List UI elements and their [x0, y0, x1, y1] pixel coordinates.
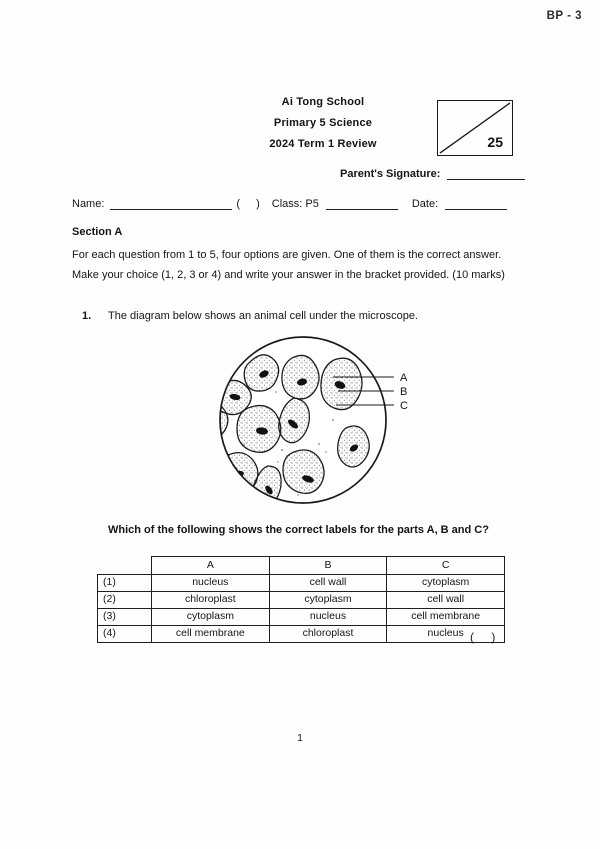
cell: [321, 358, 362, 409]
option-cell-a: cell membrane: [152, 626, 270, 643]
cell: [283, 450, 324, 493]
cell: [192, 402, 228, 440]
question-number: 1.: [82, 310, 92, 322]
marks-box: [437, 100, 513, 156]
diagram-label-c: C: [400, 400, 408, 412]
section-title: Section A: [72, 226, 123, 238]
header-cell-c: C: [387, 557, 505, 575]
date-label: Date:: [411, 198, 439, 210]
answer-bracket[interactable]: ( ): [470, 630, 503, 644]
microscope-cell-diagram: [186, 332, 436, 514]
option-number: (2): [98, 592, 152, 609]
marks-total: 25: [487, 134, 503, 150]
option-cell-a: cytoplasm: [152, 609, 270, 626]
header-cell-a: A: [152, 557, 270, 575]
parent-signature-line[interactable]: [447, 169, 525, 180]
paper-code: BP - 3: [546, 10, 582, 22]
index-bracket-close: ): [256, 198, 260, 210]
option-number: (1): [98, 575, 152, 592]
table-row[interactable]: [98, 592, 505, 609]
parent-signature-label: Parent's Signature:: [340, 168, 441, 180]
exam-name: 2024 Term 1 Review: [269, 138, 377, 150]
cell: [282, 355, 319, 399]
option-number: (4): [98, 626, 152, 643]
option-cell-a: nucleus: [152, 575, 270, 592]
option-cell-c: nucleus: [387, 626, 505, 643]
table-row[interactable]: [98, 626, 505, 643]
page-number: 1: [297, 732, 303, 744]
table-row[interactable]: [98, 609, 505, 626]
option-number: (3): [98, 609, 152, 626]
options-table: [97, 556, 505, 643]
name-input-line[interactable]: [110, 199, 232, 210]
option-cell-c: cell wall: [387, 592, 505, 609]
option-cell-b: cytoplasm: [269, 592, 387, 609]
student-info-row: [72, 198, 564, 210]
header-cell-b: B: [269, 557, 387, 575]
option-cell-b: cell wall: [269, 575, 387, 592]
cell: [218, 453, 258, 494]
diagram-label-a: A: [400, 372, 408, 384]
cell: [237, 406, 281, 453]
index-bracket-open: (: [236, 198, 241, 210]
class-input-line[interactable]: [326, 199, 398, 210]
sub-question-text: Which of the following shows the correct labels for the parts A, B and C?: [108, 524, 489, 536]
exam-header: [228, 96, 418, 159]
option-cell-b: chloroplast: [269, 626, 387, 643]
table-row[interactable]: [98, 575, 505, 592]
option-cell-c: cell membrane: [387, 609, 505, 626]
school-name: Ai Tong School: [281, 96, 365, 108]
diagram-label-b: B: [400, 386, 408, 398]
parent-signature-row: [340, 168, 525, 180]
header-cell-blank: [98, 557, 152, 575]
section-instruction-line-2: Make your choice (1, 2, 3 or 4) and write your answer in the bracket provided. (10 marks): [72, 269, 505, 281]
table-header-row: [98, 557, 505, 575]
name-label: Name:: [72, 198, 105, 210]
question-stem: The diagram below shows an animal cell under the microscope.: [108, 310, 418, 322]
cell-diagram-svg: [186, 332, 436, 514]
subject-name: Primary 5 Science: [273, 117, 373, 129]
option-cell-b: nucleus: [269, 609, 387, 626]
option-cell-a: chloroplast: [152, 592, 270, 609]
section-instruction-line-1: For each question from 1 to 5, four options are given. One of them is the correct answer.: [72, 249, 502, 261]
date-input-line[interactable]: [445, 199, 507, 210]
option-cell-c: cytoplasm: [387, 575, 505, 592]
class-label: Class: P5: [271, 198, 319, 210]
